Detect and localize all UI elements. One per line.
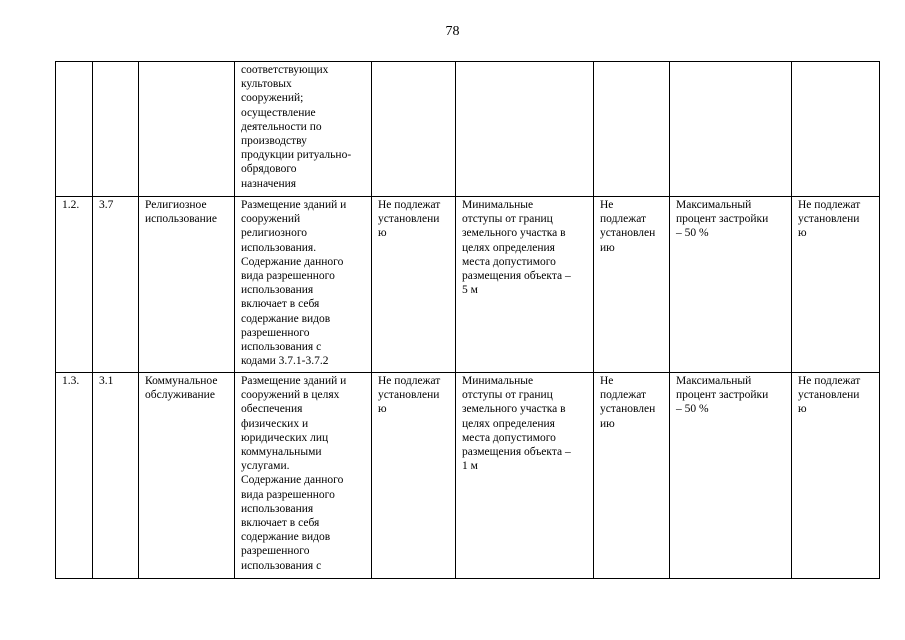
row-number-cell (56, 62, 93, 197)
use-code-cell: 3.7 (93, 197, 139, 373)
use-description-cell: Размещение зданий и сооружений религиозного использования. Содержание данного вида разрешенного использования включает в себя содержание видов разрешенного использования с кодами 3.7.1-3.7.2 (235, 197, 372, 373)
use-code-cell (93, 62, 139, 197)
row-number-cell: 1.3. (56, 373, 93, 579)
plot-size-cell: Не подлежат установлени ю (372, 373, 456, 579)
other-params-cell: Не подлежат установлени ю (792, 197, 880, 373)
row-number-cell: 1.2. (56, 197, 93, 373)
use-description-cell: Размещение зданий и сооружений в целях обеспечения физических и юридических лиц коммунальными услугами. Содержание данного вида разрешенного использования включает в себя содержание видов разрешенного использования с (235, 373, 372, 579)
plot-size-cell: Не подлежат установлени ю (372, 197, 456, 373)
floors-cell (594, 62, 670, 197)
plot-size-cell (372, 62, 456, 197)
zoning-table (55, 61, 880, 579)
use-name-cell: Коммунальное обслуживание (139, 373, 235, 579)
coverage-cell: Максимальный процент застройки – 50 % (670, 373, 792, 579)
floors-cell: Не подлежат установлен ию (594, 197, 670, 373)
table-row (56, 197, 880, 373)
use-code-cell: 3.1 (93, 373, 139, 579)
table-row (56, 62, 880, 197)
coverage-cell (670, 62, 792, 197)
other-params-cell (792, 62, 880, 197)
setback-cell (456, 62, 594, 197)
coverage-cell: Максимальный процент застройки – 50 % (670, 197, 792, 373)
setback-cell: Минимальные отступы от границ земельного участка в целях определения места допустимого размещения объекта – 1 м (456, 373, 594, 579)
use-name-cell: Религиозное использование (139, 197, 235, 373)
page-number: 78 (445, 24, 460, 39)
other-params-cell: Не подлежат установлени ю (792, 373, 880, 579)
table-row (56, 373, 880, 579)
use-name-cell (139, 62, 235, 197)
setback-cell: Минимальные отступы от границ земельного участка в целях определения места допустимого размещения объекта – 5 м (456, 197, 594, 373)
use-description-cell: соответствующих культовых сооружений; осуществление деятельности по производству продукции ритуально- обрядового назначения (235, 62, 372, 197)
floors-cell: Не подлежат установлен ию (594, 373, 670, 579)
